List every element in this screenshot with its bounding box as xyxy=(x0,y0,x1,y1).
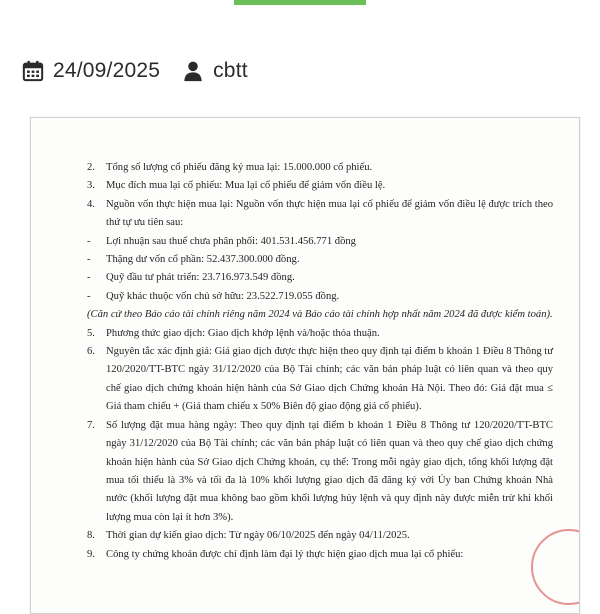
bullet-item: - Lợi nhuận sau thuế chưa phân phối: 401.531.456.771 đồng xyxy=(87,235,356,247)
list-item: 5. Phương thức giao dịch: Giao dịch khớp lệnh và/hoặc thỏa thuận. xyxy=(87,327,380,339)
user-icon xyxy=(182,60,204,82)
list-item: 9. Công ty chứng khoán được chỉ định làm đại lý thực hiện giao dịch mua lại cổ phiếu: xyxy=(87,548,464,560)
list-item: 8. Thời gian dự kiến giao dịch: Từ ngày 06/10/2025 đến ngày 04/11/2025. xyxy=(87,530,410,542)
post-meta xyxy=(22,56,270,86)
bullet-item: - Thặng dư vốn cổ phần: 52.437.300.000 đồng. xyxy=(87,254,300,266)
calendar-icon xyxy=(22,60,44,82)
post-date: 24/09/2025 xyxy=(53,59,161,82)
list-item: 4. Nguồn vốn thực hiện mua lại: Nguồn vốn thực hiện mua lại cổ phiếu để giảm vốn điều lệ được trích theo thứ tự ưu tiên sau: xyxy=(87,198,553,229)
document-image xyxy=(30,117,580,614)
list-item: 2. Tổng số lượng cổ phiếu đăng ký mua lại: 15.000.000 cổ phiếu. xyxy=(87,162,373,173)
document-body xyxy=(87,159,553,564)
top-accent-bar xyxy=(234,0,366,5)
audit-note: (Căn cứ theo Báo cáo tài chính riêng năm 2024 và Báo cáo tài chính hợp nhất năm 2024 đã được kiểm toán). xyxy=(87,309,553,321)
list-item: 6. Nguyên tắc xác định giá: Giá giao dịch được thực hiện theo quy định tại điểm b khoản 1 Điều 8 Thông tư 120/2020/TT-BTC ngày 31/12/2020 của Bộ Tài chính; các văn bản pháp luật có liên quan và theo quy chế giao dịch chứng khoán hiện hành của Sở Giao dịch Chứng khoán Hà Nội. Theo đó: Giá đặt mua ≤ Giá tham chiếu + (Giá tham chiếu x 50% Biên độ giao động giá cổ phiếu). xyxy=(87,346,553,413)
bullet-item: - Quỹ khác thuộc vốn chủ sở hữu: 23.522.719.055 đồng. xyxy=(87,290,340,302)
bullet-item: - Quỹ đầu tư phát triển: 23.716.973.549 đồng. xyxy=(87,272,295,284)
list-item: 7. Số lượng đặt mua hàng ngày: Theo quy định tại điểm b khoản 1 Điều 8 Thông tư 120/2020/TT-BTC ngày 31/12/2020 của Bộ Tài chính; các văn bản pháp luật có liên quan và theo quy chế giao dịch chứng khoán hiện hành của Sở Giao dịch Chứng khoán, cụ thể: Trong mỗi ngày giao dịch, tổng khối lượng đặt mua tối thiểu là 3% và tối đa là 10% khối lượng giao dịch đã đăng ký với Ủy ban Chứng khoán Nhà nước (khối lượng đặt mua không bao gồm khối lượng hủy lệnh và quy định này được miễn trừ khi khối lượng mua còn lại ít hơn 3%). xyxy=(87,419,553,523)
list-item: 3. Mục đích mua lại cổ phiếu: Mua lại cổ phiếu để giảm vốn điều lệ. xyxy=(87,180,386,192)
post-author[interactable]: cbtt xyxy=(213,59,248,82)
